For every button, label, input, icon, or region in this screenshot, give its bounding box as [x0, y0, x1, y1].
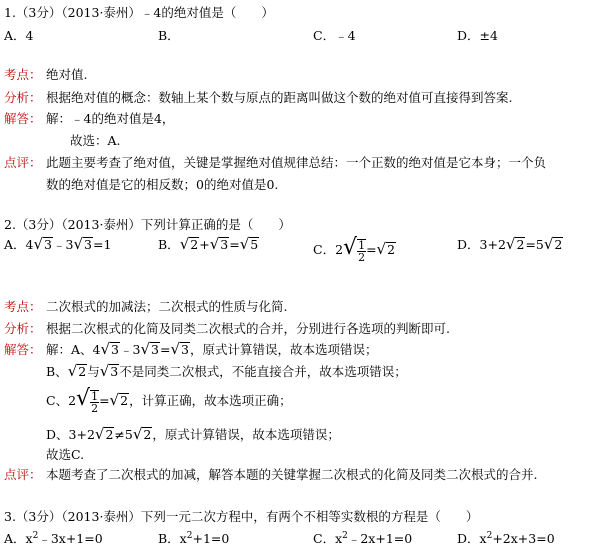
q2-dianping-label: 点评：: [4, 467, 42, 482]
q1-dianping-text2: 数的绝对值是它的相反数；0的绝对值是0.: [46, 177, 279, 192]
q1-jieda-label: 解答：: [4, 111, 42, 126]
q2-guxuan: 故选C.: [46, 447, 85, 462]
q1-jieda-text: 解：﹣4的绝对值是4，: [46, 111, 175, 126]
q2-jieda-b: B、√2与√3不是同类二次根式，不能直接合并，故本选项错误；: [46, 362, 407, 380]
q2-fenxi-text: 根据二次根式的化简及同类二次根式的合并，分别进行各选项的判断即可.: [46, 321, 450, 336]
q1-kaodian-label: 考点：: [4, 67, 42, 82]
q1-title: 1.（3分）（2013·泰州）﹣4的绝对值是（ ）: [4, 5, 274, 20]
q2-jieda-d: D、3+2√2≠5√2，原式计算错误，故本选项错误；: [46, 425, 340, 443]
q3-option-d: D．$x^2+2x+3=0$: [457, 530, 555, 546]
q2-kaodian-text: 二次根式的加减法；二次根式的性质与化简.: [46, 299, 288, 314]
q2-jieda-label: 解答：: [4, 342, 42, 357]
q1-guxuan: 故选：A.: [70, 133, 121, 148]
q3-title: 3.（3分）（2013·泰州）下列一元二次方程中，有两个不相等实数根的方程是（ ）: [4, 509, 479, 524]
q2-option-d: D．3+2√2=5√2: [457, 235, 563, 253]
q2-option-c: C．2√ $\frac{1}{2}$ =√2: [313, 235, 396, 264]
q1-option-a: A．4: [4, 28, 34, 43]
q1-fenxi-text: 根据绝对值的概念：数轴上某个数与原点的距离叫做这个数的绝对值可直接得到答案.: [46, 90, 513, 105]
q2-option-a: A．4√3﹣3√3=1: [4, 235, 112, 253]
q2-option-b: B．√2+√3=√5: [158, 235, 259, 253]
q2-title: 2.（3分）（2013·泰州）下列计算正确的是（ ）: [4, 217, 291, 232]
q2-fenxi-label: 分析：: [4, 321, 42, 336]
q3-option-a: A．$x^2﹣3x+1=0$: [4, 530, 103, 546]
q1-option-d: D．±4: [457, 28, 498, 43]
q1-fenxi-label: 分析：: [4, 90, 42, 105]
q1-kaodian-text: 绝对值.: [46, 67, 88, 82]
q2-jieda-a: 解：A、4√3﹣3√3=√3，原式计算错误，故本选项错误；: [46, 340, 378, 358]
q2-jieda-c: C、2√ $\frac{1}{2}$ =√2，计算正确，故本选项正确；: [46, 386, 292, 415]
q1-dianping-text1: 此题主要考查了绝对值，关键是掌握绝对值规律总结：一个正数的绝对值是它本身；一个负: [46, 155, 547, 170]
q3-option-c: C．$x^2﹣2x+1=0$: [313, 530, 413, 546]
q1-option-b: B．: [158, 28, 180, 43]
q3-option-b: B．$x^2+1=0$: [158, 530, 230, 546]
q1-dianping-label: 点评：: [4, 155, 42, 170]
q2-kaodian-label: 考点：: [4, 299, 42, 314]
q1-option-c: C．﹣4: [313, 28, 356, 43]
q2-dianping-text: 本题考查了二次根式的加减，解答本题的关键掌握二次根式的化简及同类二次根式的合并.: [46, 467, 538, 482]
